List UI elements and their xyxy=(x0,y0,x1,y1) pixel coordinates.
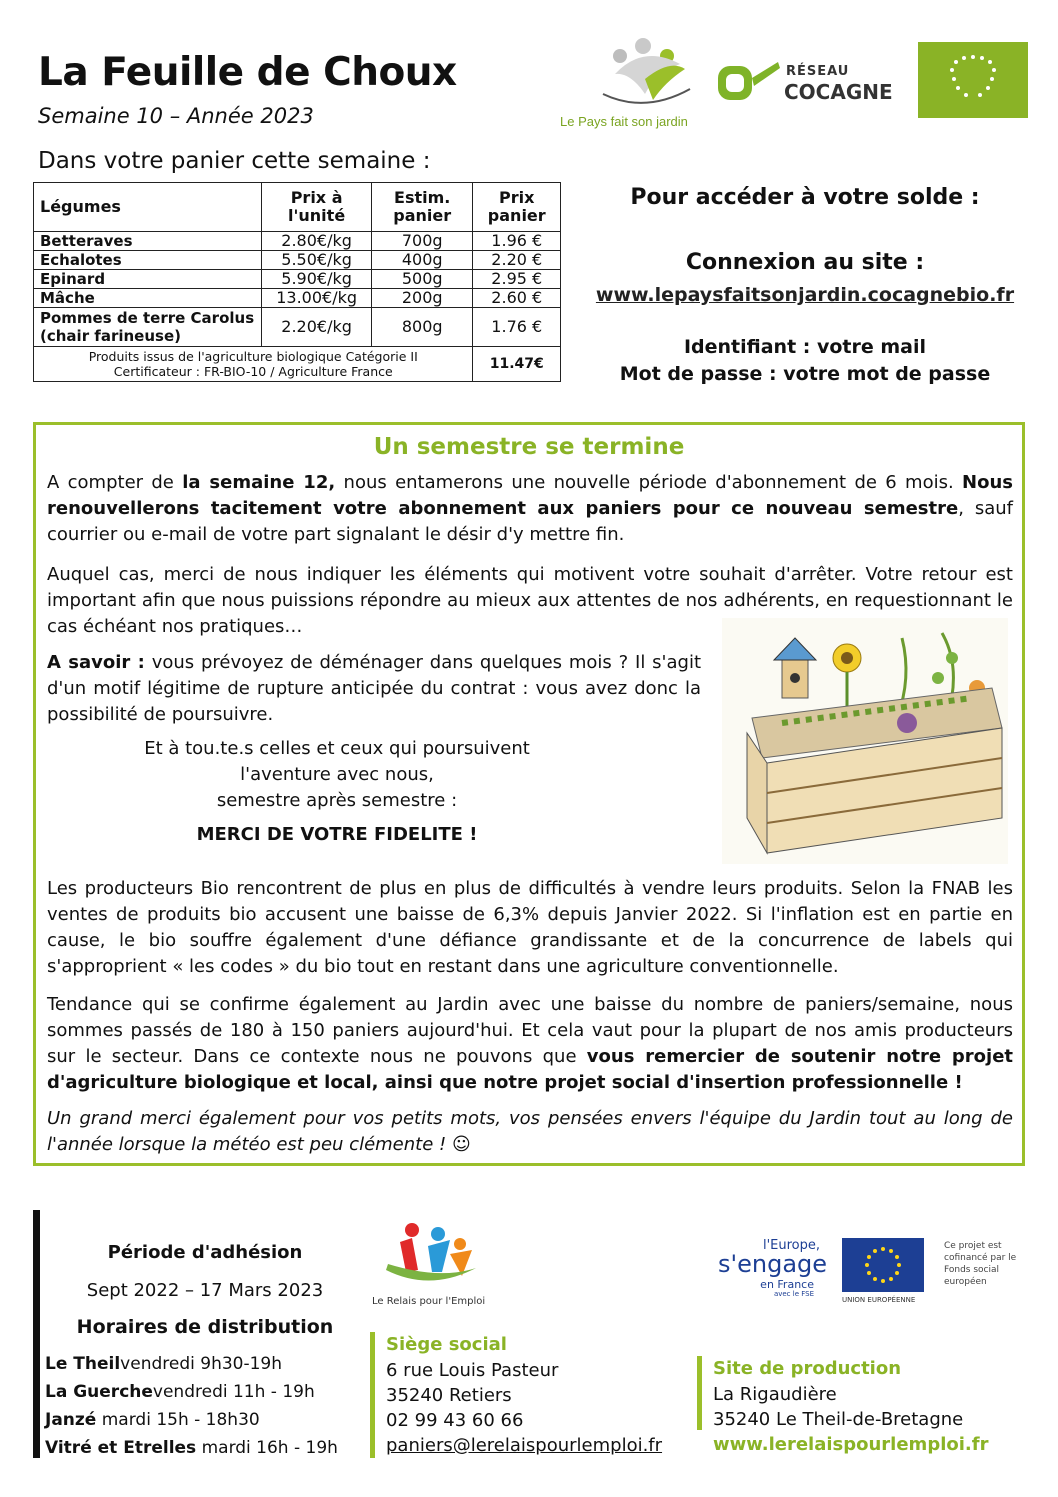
table-row xyxy=(34,232,561,251)
garden-crate-illustration xyxy=(722,618,1008,864)
site-link[interactable]: www.lepaysfaitsonjardin.cocagnebio.fr xyxy=(595,284,1015,306)
relais-people-icon xyxy=(380,1220,480,1292)
column-header-legumes: Légumes xyxy=(34,183,262,232)
siege-phone: 02 99 43 60 66 xyxy=(386,1410,524,1431)
row-estim: 200g xyxy=(371,289,473,308)
siege-line: 35240 Retiers xyxy=(386,1385,512,1406)
column-header-estim: Estim. panier xyxy=(371,183,473,232)
p1-text-a: A compter de xyxy=(47,472,183,493)
period-dates: Sept 2022 – 17 Mars 2023 xyxy=(86,1280,324,1301)
article-paragraph-2: Auquel cas, merci de nous indiquer les éléments qui motivent votre souhait d'arrêter. Votre retour est important afin que nous puissions répondre au mieux aux attentes de nos adhérents, en requestionnant le cas échéant nos pratiques… xyxy=(47,564,1013,637)
table-row xyxy=(34,308,561,347)
p1-bold-a: la semaine 12, xyxy=(182,472,336,493)
basket-table xyxy=(33,182,561,382)
hours-place: Le Theil xyxy=(45,1354,121,1374)
row-name: Epinard xyxy=(34,270,262,289)
list-item xyxy=(45,1406,365,1434)
logo-pays-fait-son-jardin xyxy=(560,34,725,134)
row-name: Mâche xyxy=(34,289,262,308)
list-item xyxy=(45,1350,365,1378)
hours-time: vendredi 9h30-19h xyxy=(120,1354,283,1374)
table-row xyxy=(34,270,561,289)
row-price: 2.20 € xyxy=(473,251,561,270)
account-heading: Pour accéder à votre solde : xyxy=(630,185,980,210)
eu-flag-logo xyxy=(842,1238,924,1306)
eu-flag-icon xyxy=(842,1238,924,1292)
hours-time: vendredi 11h - 19h xyxy=(152,1382,315,1402)
site-line: La Rigaudière xyxy=(713,1384,837,1405)
row-price: 1.76 € xyxy=(473,308,561,347)
siege-bar xyxy=(370,1332,375,1458)
europe-line4: avec le FSE xyxy=(773,1290,814,1298)
garden-crate-icon xyxy=(722,618,1008,864)
europe-line3: en France xyxy=(760,1278,814,1291)
page-title: La Feuille de Choux xyxy=(38,50,457,95)
table-row xyxy=(34,251,561,270)
siege-heading: Siège social xyxy=(386,1334,507,1355)
logo-pays-text: Le Pays fait son jardin xyxy=(560,114,688,129)
site-line: 35240 Le Theil-de-Bretagne xyxy=(713,1409,964,1430)
table-header-row xyxy=(34,183,561,232)
password-text: Mot de passe : votre mot de passe xyxy=(619,363,991,385)
organic-leaf-icon xyxy=(918,42,1028,118)
hours-place: La Guerche xyxy=(45,1382,153,1402)
login-info xyxy=(570,334,1040,388)
fse-note: Ce projet est cofinancé par le Fonds social européen xyxy=(944,1241,1017,1287)
p1-text-c: , sauf courrier ou e-mail de votre part signalant le désir d'y mettre fin. xyxy=(47,498,1013,545)
certification-line2: Certificateur : FR-BIO-10 / Agriculture France xyxy=(113,364,393,379)
basket-heading: Dans votre panier cette semaine : xyxy=(38,148,431,174)
logo-reseau-line2: COCAGNE xyxy=(784,80,893,104)
logo-reseau-line1: RÉSEAU xyxy=(786,64,850,79)
siege-address xyxy=(386,1358,662,1458)
article-paragraph-5 xyxy=(47,992,1013,1096)
europe-line2: s'engage xyxy=(718,1250,828,1278)
people-logo-icon xyxy=(585,34,705,112)
issue-subtitle: Semaine 10 – Année 2023 xyxy=(38,104,314,128)
logo-reseau-cocagne xyxy=(712,56,907,108)
article-paragraph-1 xyxy=(47,470,1013,548)
logo-relais-pour-emploi xyxy=(372,1220,492,1320)
relais-name: Le Relais pour l'Emploi xyxy=(372,1296,486,1307)
row-name: Echalotes xyxy=(34,251,262,270)
column-header-unit-price: Prix à l'unité xyxy=(262,183,372,232)
row-name: Betteraves xyxy=(34,232,262,251)
site-url-link[interactable]: www.lerelaispourlemploi.fr xyxy=(713,1434,989,1455)
list-item xyxy=(45,1434,365,1462)
basket-total: 11.47€ xyxy=(473,347,561,382)
row-unit-price: 2.20€/kg xyxy=(262,308,372,347)
article-paragraph-4: Les producteurs Bio rencontrent de plus en plus de difficultés à vendre leurs produits. Selon la FNAB les ventes de produits bio accusent une baisse de 6,3% depuis Janvier 2022. Si l'inflation est en partie en cause, le bio souffre également d'une défiance grandissante et de la concurrence de labels qui s'approprient « les codes » du bio tout en restant dans une agriculture conventionnelle. xyxy=(47,878,1013,977)
p5-bold: vous remercier de soutenir notre projet d'agriculture biologique et local, ainsi que notre projet social d'insertion professionnelle ! xyxy=(47,1046,1014,1093)
siege-line: 6 rue Louis Pasteur xyxy=(386,1360,559,1381)
ue-label: UNION EUROPÉENNE xyxy=(842,1296,916,1304)
table-row xyxy=(34,289,561,308)
site-bar xyxy=(697,1356,702,1430)
article-paragraph-6: Un grand merci également pour vos petits mots, vos pensées envers l'équipe du Jardin tout au long de l'année lorsque la météo est peu clémente ! ☺ xyxy=(47,1108,1013,1155)
p5-text: Tendance qui se confirme également au Jardin avec une baisse du nombre de paniers/semaine, nous sommes passés de 180 à 150 paniers aujourd'hui. Et cela vaut pour la plupart de nos amis producteurs sur le secteur. Dans ce contexte nous ne pouvons que xyxy=(47,994,1013,1067)
p3-text: vous prévoyez de déménager dans quelques mois ? Il s'agit d'un motif légitime de rupture anticipée du contrat : vous avez donc la possibilité de poursuivre. xyxy=(47,652,701,725)
certification-line1: Produits issus de l'agriculture biologique Catégorie II xyxy=(88,349,418,364)
row-estim: 800g xyxy=(371,308,473,347)
row-estim: 400g xyxy=(371,251,473,270)
list-item xyxy=(45,1378,365,1406)
hours-time: mardi 16h - 19h xyxy=(196,1438,338,1458)
row-price: 2.95 € xyxy=(473,270,561,289)
site-heading: Site de production xyxy=(713,1358,902,1379)
row-unit-price: 13.00€/kg xyxy=(262,289,372,308)
column-header-price: Prix panier xyxy=(473,183,561,232)
row-estim: 500g xyxy=(371,270,473,289)
footer-left-bar xyxy=(33,1210,40,1458)
p1-text-b: nous entamerons une nouvelle période d'abonnement de 6 mois. xyxy=(335,472,963,493)
thanks-block xyxy=(47,736,627,848)
logo-europe-sengage xyxy=(714,1238,828,1300)
thanks-line3: semestre après semestre : xyxy=(216,790,458,811)
row-name: Pommes de terre Carolus (chair farineuse) xyxy=(34,308,262,347)
row-estim: 700g xyxy=(371,232,473,251)
eu-organic-logo xyxy=(918,42,1028,118)
europe-line1: l'Europe, xyxy=(762,1238,820,1253)
table-footer-row xyxy=(34,347,561,382)
row-unit-price: 5.90€/kg xyxy=(262,270,372,289)
hours-time: mardi 15h - 18h30 xyxy=(96,1410,260,1430)
hours-place: Janzé xyxy=(45,1410,97,1430)
hours-place: Vitré et Etrelles xyxy=(45,1438,197,1458)
row-price: 2.60 € xyxy=(473,289,561,308)
watering-can-icon xyxy=(712,56,782,106)
site-address xyxy=(713,1382,988,1457)
article-title: Un semestre se termine xyxy=(373,434,685,460)
p3-bold: A savoir : xyxy=(47,652,145,673)
thanks-line1: Et à tou.te.s celles et ceux qui poursuivent xyxy=(144,738,530,759)
row-unit-price: 2.80€/kg xyxy=(262,232,372,251)
hours-list xyxy=(45,1350,365,1462)
connexion-heading: Connexion au site : xyxy=(685,250,925,275)
identifiant-text: Identifiant : votre mail xyxy=(683,336,927,358)
p1-bold-b: Nous renouvellerons tacitement votre abonnement aux paniers pour ce nouveau semestre xyxy=(47,472,1014,519)
period-heading: Période d'adhésion xyxy=(107,1242,303,1263)
article-paragraph-3 xyxy=(47,650,701,728)
row-unit-price: 5.50€/kg xyxy=(262,251,372,270)
siege-email-link[interactable]: paniers@lerelaispourlemploi.fr xyxy=(386,1435,663,1456)
thanks-line2: l'aventure avec nous, xyxy=(240,764,434,785)
certification-note xyxy=(34,347,473,382)
thanks-line4: MERCI DE VOTRE FIDELITE ! xyxy=(196,824,478,845)
row-price: 1.96 € xyxy=(473,232,561,251)
hours-heading: Horaires de distribution xyxy=(76,1316,334,1338)
